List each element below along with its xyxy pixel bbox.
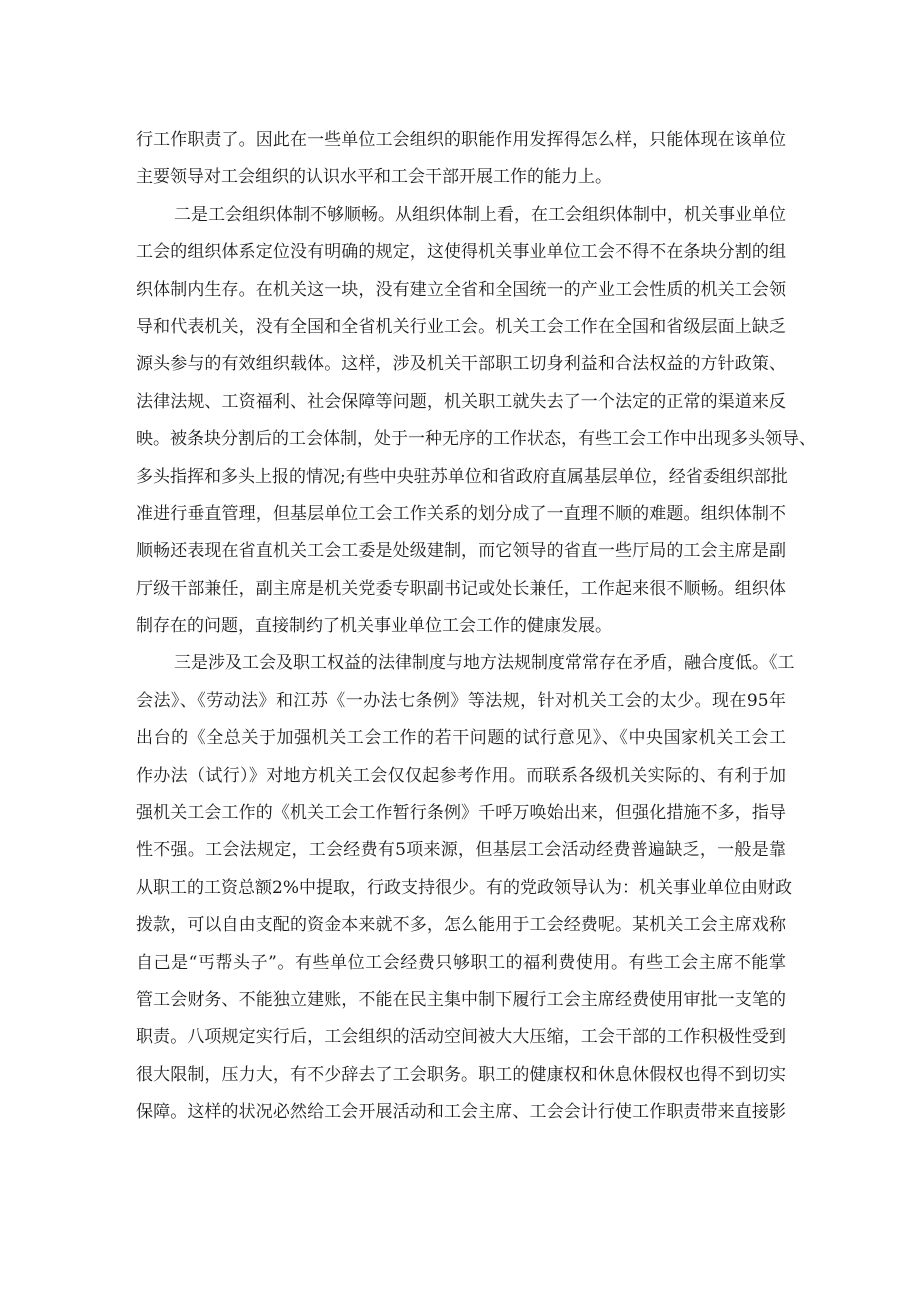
text-line: 从职工的工资总额2%中提取，行政支持很少。有的党政领导认为：机关事业单位由财政 xyxy=(136,877,792,898)
paragraph-organization-system xyxy=(136,197,816,646)
text-line: 作办法（试行）》对地方机关工会仅仅起参考作用。而联系各级机关实际的、有利于加 xyxy=(136,765,786,786)
text-line: 工会的组织体系定位没有明确的规定，这使得机关事业单位工会不得不在条块分割的组 xyxy=(136,242,786,263)
text-line: 很大限制，压力大，有不少辞去了工会职务。职工的健康权和休息休假权也得不到切实 xyxy=(136,1064,786,1085)
text-line: 拨款，可以自由支配的资金本来就不多，怎么能用于工会经费呢。某机关工会主席戏称 xyxy=(136,915,786,936)
text-line: 保障。这样的状况必然给工会开展活动和工会主席、工会会计行使工作职责带来直接影 xyxy=(136,1102,786,1123)
text-line: 强机关工会工作的《机关工会工作暂行条例》千呼万唤始出来，但强化措施不多，指导 xyxy=(136,803,786,824)
text-line: 导和代表机关，没有全国和全省机关行业工会。机关工会工作在全国和省级层面上缺乏 xyxy=(136,316,786,337)
text-line: 厅级干部兼任，副主席是机关党委专职副书记或处长兼任，工作起来很不顺畅。组织体 xyxy=(136,578,786,599)
text-line: 出台的《全总关于加强机关工会工作的若干问题的试行意见》、《中央国家机关工会工 xyxy=(136,728,786,749)
text-line: 性不强。工会法规定，工会经费有5项来源，但基层工会活动经费普遍缺乏，一般是靠 xyxy=(136,840,786,861)
paragraph-continuation xyxy=(136,122,786,197)
text-line: 二是工会组织体制不够顺畅。从组织体制上看，在工会组织体制中，机关事业单位 xyxy=(174,204,786,225)
document-page xyxy=(136,122,816,1132)
text-line: 制存在的问题，直接制约了机关事业单位工会工作的健康发展。 xyxy=(136,616,612,637)
text-line: 三是涉及工会及职工权益的法律制度与地方法规制度常常存在矛盾，融合度低。《工 xyxy=(174,653,795,674)
text-line: 自己是“丐帮头子”。有些单位工会经费只够职工的福利费使用。有些工会主席不能掌 xyxy=(136,952,786,973)
text-line: 行工作职责了。因此在一些单位工会组织的职能作用发挥得怎么样，只能体现在该单位 xyxy=(136,130,786,150)
text-line: 管工会财务、不能独立建账，不能在民主集中制下履行工会主席经费使用审批一支笔的 xyxy=(136,989,786,1010)
text-line: 映。被条块分割后的工会体制，处于一种无序的工作状态，有些工会工作中出现多头领导、 xyxy=(136,429,816,450)
text-line: 多头指挥和多头上报的情况;有些中央驻苏单位和省政府直属基层单位，经省委组织部批 xyxy=(136,466,788,487)
text-line: 主要领导对工会组织的认识水平和工会干部开展工作的能力上。 xyxy=(136,167,612,188)
text-line: 准进行垂直管理，但基层单位工会工作关系的划分成了一直理不顺的难题。组织体制不 xyxy=(136,503,786,524)
text-line: 源头参与的有效组织载体。这样，涉及机关干部职工切身利益和合法权益的方针政策、 xyxy=(136,354,786,375)
text-line: 法律法规、工资福利、社会保障等问题，机关职工就失去了一个法定的正常的渠道来反 xyxy=(136,391,786,412)
text-line: 顺畅还表现在省直机关工会工委是处级建制，而它领导的省直一些厅局的工会主席是副 xyxy=(136,541,786,562)
text-line: 职责。八项规定实行后，工会组织的活动空间被大大压缩，工会干部的工作积极性受到 xyxy=(136,1027,786,1048)
text-line: 织体制内生存。在机关这一块，没有建立全省和全国统一的产业工会性质的机关工会领 xyxy=(136,279,786,300)
text-line: 会法》、《劳动法》和江苏《一办法七条例》等法规，针对机关工会的太少。现在95年 xyxy=(136,690,786,711)
paragraph-legal-system xyxy=(136,645,795,1131)
